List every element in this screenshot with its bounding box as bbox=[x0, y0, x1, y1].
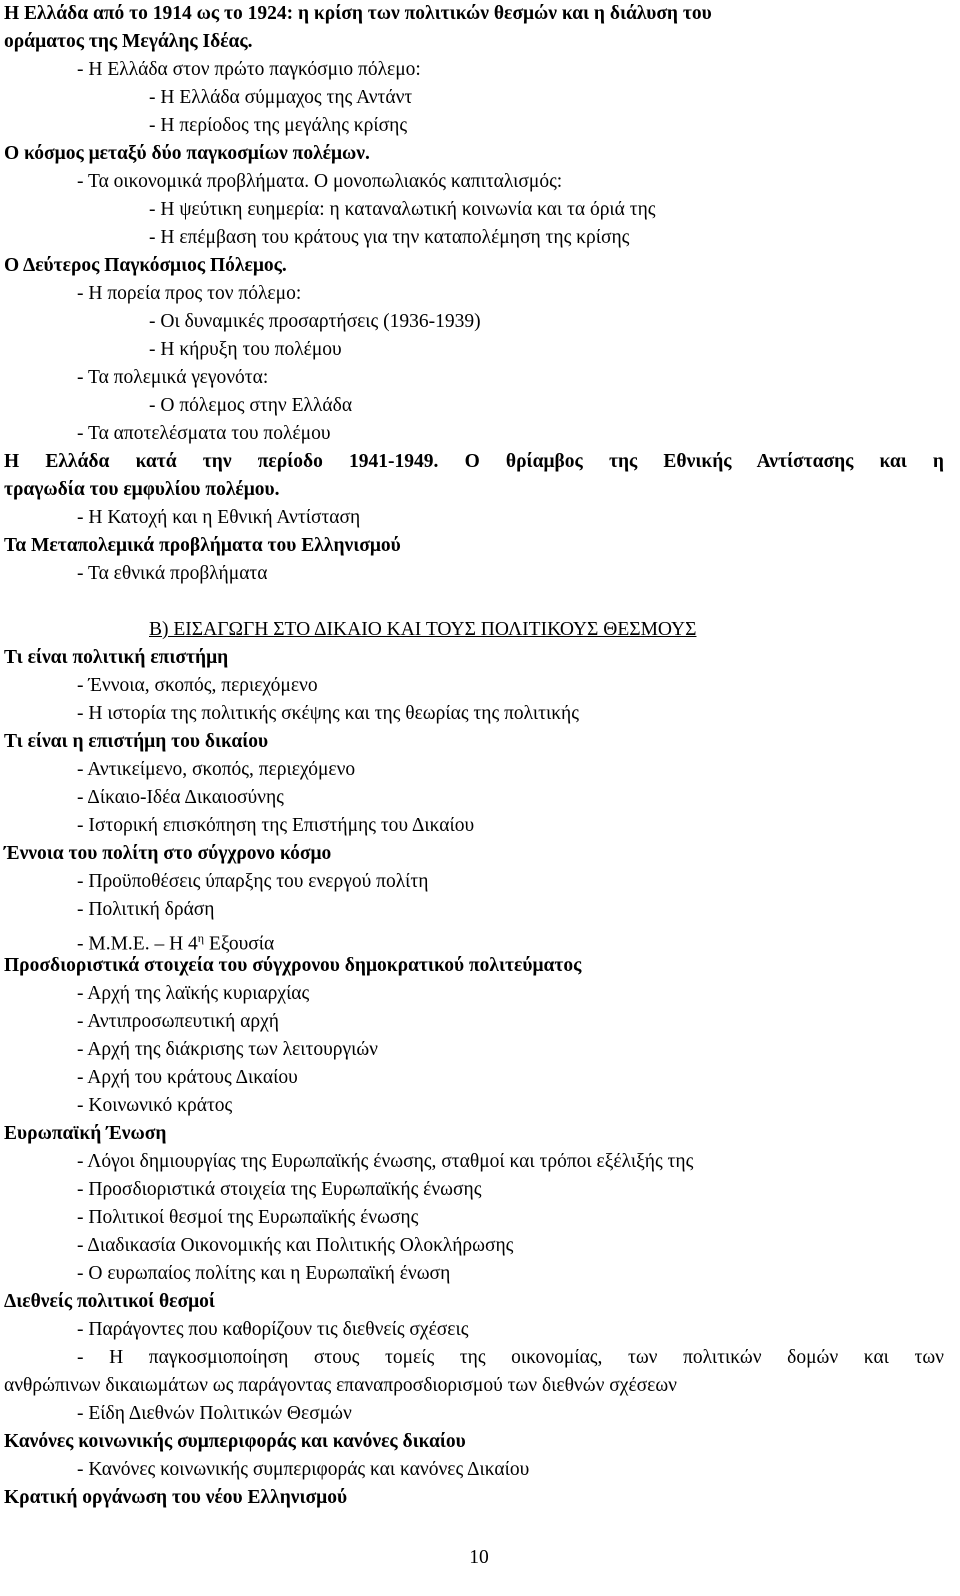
list-item: - Προσδιοριστικά στοιχεία της Ευρωπαϊκής ένωσης bbox=[77, 1179, 482, 1200]
list-item: - Η κήρυξη του πολέμου bbox=[149, 339, 342, 360]
list-item: - Κανόνες κοινωνικής συμπεριφοράς και κανόνες Δικαίου bbox=[77, 1459, 530, 1480]
list-item: - Έννοια, σκοπός, περιεχόμενο bbox=[77, 675, 318, 696]
superscript: η bbox=[197, 931, 205, 945]
list-item: - Διαδικασία Οικονομικής και Πολιτικής Ολοκλήρωσης bbox=[77, 1235, 514, 1256]
list-item: - Κοινωνικό κράτος bbox=[77, 1095, 233, 1116]
list-item: - Είδη Διεθνών Πολιτικών Θεσμών bbox=[77, 1403, 352, 1424]
list-item: - Οι δυναμικές προσαρτήσεις (1936-1939) bbox=[149, 311, 481, 332]
list-item: - Αρχή του κράτους Δικαίου bbox=[77, 1067, 298, 1088]
heading-interwar: Ο κόσμος μεταξύ δύο παγκοσμίων πολέμων. bbox=[4, 143, 370, 164]
list-item: - Η παγκοσμιοποίηση στους τομείς της οικονομίας, των πολιτικών δομών και των bbox=[77, 1347, 944, 1368]
list-item-text: - Μ.Μ.Ε. – Η 4 bbox=[77, 933, 198, 955]
list-item: - Η Κατοχή και η Εθνική Αντίσταση bbox=[77, 507, 361, 528]
list-item: - Η περίοδος της μεγάλης κρίσης bbox=[149, 115, 408, 136]
list-item: - Παράγοντες που καθορίζουν τις διεθνείς σχέσεις bbox=[77, 1319, 469, 1340]
list-item: - Η επέμβαση του κράτους για την καταπολέμηση της κρίσης bbox=[149, 227, 630, 248]
list-item: - Ιστορική επισκόπηση της Επιστήμης του Δικαίου bbox=[77, 815, 475, 836]
list-item: - Αντιπροσωπευτική αρχή bbox=[77, 1011, 279, 1032]
list-item: - Η πορεία προς τον πόλεμο: bbox=[77, 283, 302, 304]
heading-greece-1914-1924-cont: οράματος της Μεγάλης Ιδέας. bbox=[4, 31, 253, 52]
heading-political-science: Τι είναι πολιτική επιστήμη bbox=[4, 647, 229, 668]
section-b-title: Β) ΕΙΣΑΓΩΓΗ ΣΤΟ ΔΙΚΑΙΟ ΚΑΙ ΤΟΥΣ ΠΟΛΙΤΙΚΟΥΣ ΘΕΣΜΟΥΣ bbox=[149, 619, 697, 640]
heading-social-rules: Κανόνες κοινωνικής συμπεριφοράς και κανόνες δικαίου bbox=[4, 1431, 466, 1452]
heading-science-of-law: Τι είναι η επιστήμη του δικαίου bbox=[4, 731, 269, 752]
list-item: - Ο πόλεμος στην Ελλάδα bbox=[149, 395, 353, 416]
list-item: - Η ιστορία της πολιτικής σκέψης και της θεωρίας της πολιτικής bbox=[77, 703, 579, 724]
list-item: - Αρχή της λαϊκής κυριαρχίας bbox=[77, 983, 310, 1004]
list-item: - Λόγοι δημιουργίας της Ευρωπαϊκής ένωσης, σταθμοί και τρόποι εξέλιξής της bbox=[77, 1151, 694, 1172]
heading-greece-1941-1949-cont: τραγωδία του εμφυλίου πολέμου. bbox=[4, 479, 280, 500]
list-item: - Ο ευρωπαίος πολίτης και η Ευρωπαϊκή ένωση bbox=[77, 1263, 451, 1284]
heading-greece-1914-1924 bbox=[4, 0, 944, 28]
list-item: - Αντικείμενο, σκοπός, περιεχόμενο bbox=[77, 759, 356, 780]
heading-greece-1941-1949: Η Ελλάδα κατά την περίοδο 1941-1949. Ο θρίαμβος της Εθνικής Αντίστασης και η bbox=[4, 451, 944, 472]
list-item: - Δίκαιο-Ιδέα Δικαιοσύνης bbox=[77, 787, 284, 808]
heading-european-union: Ευρωπαϊκή Ένωση bbox=[4, 1123, 167, 1144]
heading-postwar: Τα Μεταπολεμικά προβλήματα του Ελληνισμού bbox=[4, 535, 401, 556]
heading-international-institutions: Διεθνείς πολιτικοί θεσμοί bbox=[4, 1291, 215, 1312]
list-item: - Τα εθνικά προβλήματα bbox=[77, 563, 268, 584]
list-item: - Πολιτική δράση bbox=[77, 899, 215, 920]
list-item: - Προϋποθέσεις ύπαρξης του ενεργού πολίτη bbox=[77, 871, 429, 892]
heading-text: Η Ελλάδα από το 1914 ως το 1924: η κρίση των πολιτικών θεσμών και η διάλυση του bbox=[4, 3, 712, 24]
heading-citizen: Έννοια του πολίτη στο σύγχρονο κόσμο bbox=[4, 843, 332, 864]
list-item: - Αρχή της διάκρισης των λειτουργιών bbox=[77, 1039, 378, 1060]
list-item-cont: ανθρώπινων δικαιωμάτων ως παράγοντας επαναπροσδιορισμού των διεθνών σχέσεων bbox=[4, 1375, 677, 1396]
list-item: - Τα αποτελέσματα του πολέμου bbox=[77, 423, 331, 444]
list-item: - Η Ελλάδα σύμμαχος της Αντάντ bbox=[149, 87, 413, 108]
list-item: - Τα πολεμικά γεγονότα: bbox=[77, 367, 269, 388]
list-item: - Πολιτικοί θεσμοί της Ευρωπαϊκής ένωσης bbox=[77, 1207, 419, 1228]
heading-democratic-regime: Προσδιοριστικά στοιχεία του σύγχρονου δημοκρατικού πολιτεύματος bbox=[4, 955, 582, 976]
heading-state-organization: Κρατική οργάνωση του νέου Ελληνισμού bbox=[4, 1487, 348, 1508]
list-item: - Η Ελλάδα στον πρώτο παγκόσμιο πόλεμο: bbox=[77, 59, 421, 80]
page-number: 10 bbox=[469, 1547, 489, 1568]
heading-ww2: Ο Δεύτερος Παγκόσμιος Πόλεμος. bbox=[4, 255, 287, 276]
list-item: - Η ψεύτικη ευημερία: η καταναλωτική κοινωνία και τα όριά της bbox=[149, 199, 656, 220]
list-item-text: Εξουσία bbox=[204, 933, 275, 955]
list-item: - Τα οικονομικά προβλήματα. Ο μονοπωλιακός καπιταλισμός: bbox=[77, 171, 563, 192]
